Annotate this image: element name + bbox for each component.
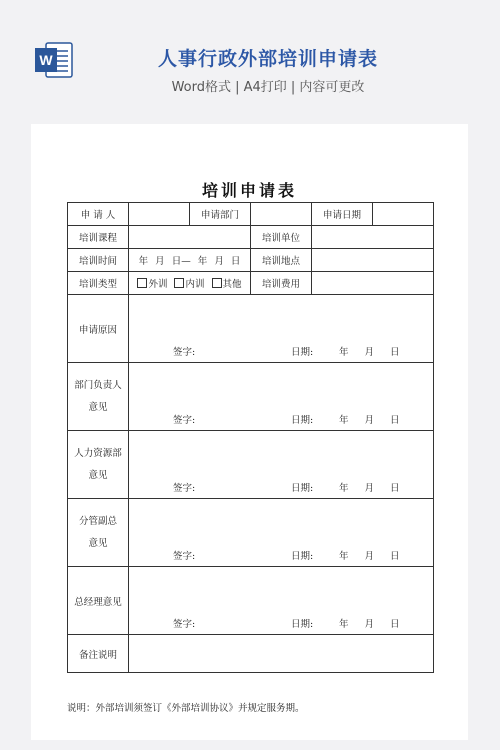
applicant-label: 申 请 人	[68, 203, 129, 226]
sign-label: 签字:	[173, 347, 196, 358]
table-row	[68, 363, 434, 431]
type-label: 培训类型	[68, 272, 129, 295]
checkbox-icon	[174, 278, 184, 288]
ymd: 年 月 日	[339, 551, 400, 562]
time-range-field[interactable]	[129, 249, 251, 272]
location-field[interactable]	[312, 249, 434, 272]
date-word: 日期:	[291, 619, 314, 630]
vp-opinion-field[interactable]	[129, 499, 434, 567]
hr-label: 人力资源部 意见	[68, 431, 129, 499]
signature-row	[129, 480, 433, 492]
year-text: 年	[138, 256, 149, 267]
ymd: 年 月 日	[339, 483, 400, 494]
document-page	[31, 124, 468, 740]
department-label: 申请部门	[190, 203, 251, 226]
training-application-table	[67, 202, 434, 673]
note-field[interactable]	[129, 635, 434, 673]
table-row	[68, 249, 434, 272]
applicant-field[interactable]	[129, 203, 190, 226]
table-row	[68, 499, 434, 567]
course-field[interactable]	[129, 226, 251, 249]
note-label: 备注说明	[68, 635, 129, 673]
table-row	[68, 431, 434, 499]
date-field[interactable]	[373, 203, 434, 226]
vp-label: 分管副总 意见	[68, 499, 129, 567]
unit-field[interactable]	[312, 226, 434, 249]
sign-label: 签字:	[173, 415, 196, 426]
table-row	[68, 203, 434, 226]
cost-field[interactable]	[312, 272, 434, 295]
sign-label: 签字:	[173, 483, 196, 494]
table-row	[68, 295, 434, 363]
svg-text:W: W	[39, 52, 53, 68]
ymd: 年 月 日	[339, 415, 400, 426]
month-text: 月	[214, 256, 224, 267]
ymd: 年 月 日	[339, 619, 400, 630]
date-label: 申请日期	[312, 203, 373, 226]
signature-row	[129, 548, 433, 560]
banner	[0, 0, 500, 120]
banner-title: 人事行政外部培训申请表	[157, 48, 378, 70]
date-word: 日期:	[291, 483, 314, 494]
year-text: 年	[197, 256, 208, 267]
option-other[interactable]	[212, 276, 242, 290]
dept-head-label: 部门负责人 意见	[68, 363, 129, 431]
signature-row	[129, 344, 433, 356]
table-row	[68, 226, 434, 249]
department-field[interactable]	[251, 203, 312, 226]
dept-head-opinion-field[interactable]	[129, 363, 434, 431]
reason-label: 申请原因	[68, 295, 129, 363]
cost-label: 培训费用	[251, 272, 312, 295]
table-row	[68, 635, 434, 673]
date-word: 日期:	[291, 415, 314, 426]
reason-field[interactable]	[129, 295, 434, 363]
checkbox-icon	[137, 278, 147, 288]
day-text: 日—	[171, 256, 191, 267]
date-word: 日期:	[291, 347, 314, 358]
option-label: 内训	[185, 279, 205, 290]
sign-label: 签字:	[173, 619, 196, 630]
ymd: 年 月 日	[339, 347, 400, 358]
month-text: 月	[155, 256, 165, 267]
hr-opinion-field[interactable]	[129, 431, 434, 499]
banner-subtitle: Word格式 | A4打印 | 内容可更改	[171, 80, 365, 95]
checkbox-icon	[212, 278, 222, 288]
signature-row	[129, 412, 433, 424]
option-label: 外训	[148, 279, 168, 290]
location-label: 培训地点	[251, 249, 312, 272]
option-label: 其他	[222, 279, 242, 290]
type-options	[129, 272, 251, 295]
footnote: 说明：外部培训须签订《外部培训协议》并规定服务期。	[67, 703, 305, 714]
table-row	[68, 567, 434, 635]
date-word: 日期:	[291, 551, 314, 562]
unit-label: 培训单位	[251, 226, 312, 249]
signature-row	[129, 616, 433, 628]
sign-label: 签字:	[173, 551, 196, 562]
option-external[interactable]	[137, 276, 167, 290]
gm-label: 总经理意见	[68, 567, 129, 635]
day-text: 日	[230, 256, 241, 267]
form-title: 培训申请表	[201, 181, 297, 200]
table-row	[68, 272, 434, 295]
option-internal[interactable]	[174, 276, 204, 290]
gm-opinion-field[interactable]	[129, 567, 434, 635]
course-label: 培训课程	[68, 226, 129, 249]
time-label: 培训时间	[68, 249, 129, 272]
